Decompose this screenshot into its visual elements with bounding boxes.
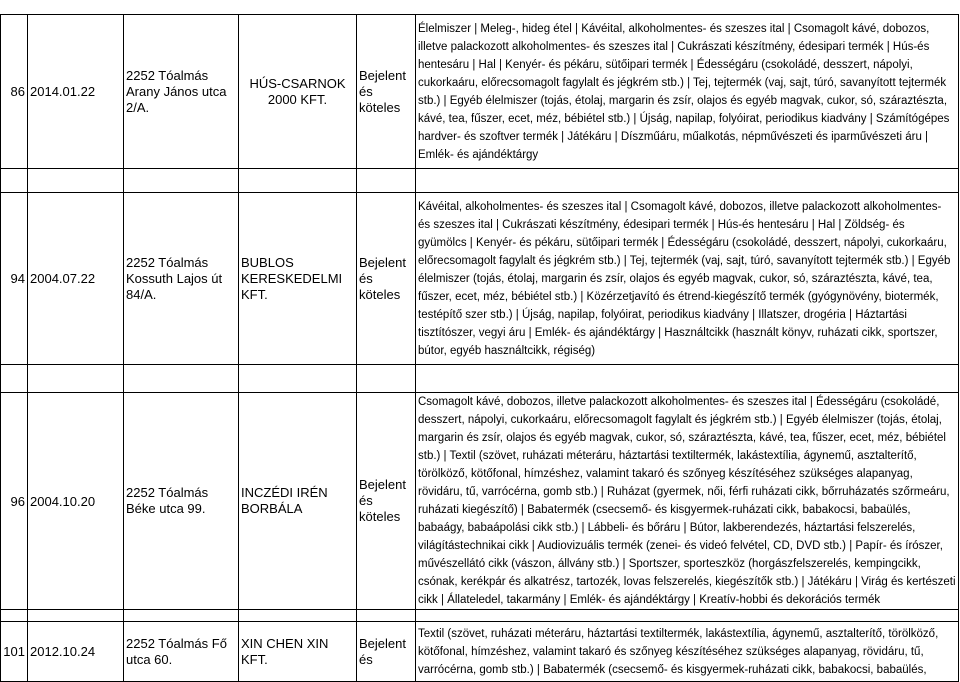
spacer-row: [1, 169, 959, 193]
row-date: 2014.01.22: [28, 15, 124, 169]
row-address: 2252 Tóalmás Béke utca 99.: [124, 393, 239, 610]
spacer-cell: [239, 365, 357, 393]
row-goods: [416, 622, 959, 682]
row-address: 2252 Tóalmás Kossuth Lajos út 84/A.: [124, 193, 239, 365]
row-status: Bejelent és köteles: [357, 393, 416, 610]
goods-text: Csomagolt kávé, dobozos, illetve palackozott alkoholmentes- és szeszes ital | Édességáru (csokoládé, desszert, nápolyi, cukorkaáru, előrecsomagolt fagylalt és jégkrém stb.) | Egyéb élelmiszer (tojás, étolaj, margarin és zsír, olajos és egyéb magvak, cukor, só, száraztészta, kávé, tea, fűszer, ecet, méz, bébiétel stb.) | Textil (szövet, ruházati méteráru, háztartási textiltermék, lakástextília, ágynemű, asztalterítő, törölköző, kötőfonal, hímzéshez, valamint takaró és szőnyeg készítéséhez szükséges alapanyag, rövidáru, tű, varrócérna, gomb stb.) | Ruházat (gyermek, női, férfi ruházati cikk, bőrruházatés szőrmeáru, ruházati kiegészítő) | Babatermék (csecsemő- és kisgyermek-ruházati cikk, babakocsi, babaülés, babaágy, babaápolási cikk stb.) | Lábbeli- és bőráru | Bútor, lakberendezés, háztartási felszerelés, világítástechnikai cikk | Audiovizuális termék (zenei- és videó felvétel, CD, DVD stb.) | Papír- és írószer, művészellátó cikk (vászon, állvány stb.) | Sportszer, sporteszköz (horgászfelszerelés, kempingcikk, csónak, kerékpár és alkatrész, tartozék, lovas felszerelés, kiegészítők stb.) | Játékáru | Virág és kertészeti cikk | Állateledel, takarmány | Emlék- és ajándéktárgy | Kreatív-hobbi és dekorációs termék: [418, 396, 956, 606]
row-status: Bejelent és köteles: [357, 193, 416, 365]
row-date: 2004.10.20: [28, 393, 124, 610]
spacer-cell: [239, 169, 357, 193]
spacer-cell: [28, 365, 124, 393]
row-goods: [416, 193, 959, 365]
spacer-cell: [357, 169, 416, 193]
spacer-cell: [1, 365, 28, 393]
spacer-cell: [357, 610, 416, 622]
row-id: 96: [1, 393, 28, 610]
row-date: 2004.07.22: [28, 193, 124, 365]
row-status: Bejelent és köteles: [357, 15, 416, 169]
row-company-name: XIN CHEN XIN KFT.: [239, 622, 357, 682]
spacer-row: [1, 365, 959, 393]
goods-text: Textil (szövet, ruházati méteráru, háztartási textiltermék, lakástextília, ágynemű, asztalterítő, törölköző, kötőfonal, hímzéshez, valamint takaró és szőnyeg készítéséhez szükséges alapanyag, rövidáru, tű, varrócérna, gomb stb.) | Babatermék (csecsemő- és kisgyermek-ruházati cikk, babakocsi, babaülés,: [418, 627, 939, 676]
row-goods: [416, 393, 959, 610]
table-row: [1, 15, 959, 169]
row-date: 2012.10.24: [28, 622, 124, 682]
spacer-cell: [28, 610, 124, 622]
row-address: 2252 Tóalmás Fő utca 60.: [124, 622, 239, 682]
spacer-cell: [28, 169, 124, 193]
row-id: 94: [1, 193, 28, 365]
row-goods: [416, 15, 959, 169]
row-company-name: HÚS-CSARNOK 2000 KFT.: [239, 15, 357, 169]
row-address: 2252 Tóalmás Arany János utca 2/A.: [124, 15, 239, 169]
spacer-cell: [416, 169, 959, 193]
table-row: [1, 393, 959, 610]
spacer-cell: [416, 610, 959, 622]
spacer-cell: [1, 610, 28, 622]
spacer-cell: [124, 365, 239, 393]
goods-text: Kávéital, alkoholmentes- és szeszes ital | Csomagolt kávé, dobozos, illetve palackozott alkoholmentes- és szeszes ital | Cukrászati készítmény, édesipari termék | Hús-és hentesáru | Hal | Zöldség- és gyümölcs | Kenyér- és pékáru, sütőipari termék | Édességáru (csokoládé, desszert, nápolyi, cukorkaáru, előrecsomagolt fagylalt és jégkrém stb.) | Tej, tejtermék (vaj, sajt, túró, savanyított tejtermék stb.) | Egyéb élelmiszer (tojás, étolaj, margarin és zsír, olajos és egyéb magvak, cukor, só, száraztészta, kávé, tea, fűszer, ecet, méz, bébiétel stb.) | Közérzetjavító és étrend-kiegészítő termék (gyógynövény, biotermék, testépítő szer stb.) | Újság, napilap, folyóirat, periodikus kiadvány | Illatszer, drogéria | Háztartási tisztítószer, vegyi áru | Emlék- és ajándéktárgy | Használtcikk (használt könyv, ruházati cikk, sportszer, bútor, egyéb használtcikk, régiség): [418, 200, 951, 357]
row-id: 86: [1, 15, 28, 169]
table-row: [1, 193, 959, 365]
spacer-cell: [239, 610, 357, 622]
row-status: Bejelent és: [357, 622, 416, 682]
spacer-cell: [1, 169, 28, 193]
spacer-cell: [124, 169, 239, 193]
spacer-row: [1, 610, 959, 622]
trader-register-table: [0, 14, 959, 682]
row-company-name: INCZÉDI IRÉN BORBÁLA: [239, 393, 357, 610]
row-company-name: BUBLOS KERESKEDELMI KFT.: [239, 193, 357, 365]
spacer-cell: [124, 610, 239, 622]
spacer-cell: [357, 365, 416, 393]
row-id: 101: [1, 622, 28, 682]
goods-text: Élelmiszer | Meleg-, hideg étel | Kávéital, alkoholmentes- és szeszes ital | Csomagolt kávé, dobozos, illetve palackozott alkoholmentes- és szeszes ital | Cukrászati készítmény, édesipari termék | Hús-és hentesáru | Hal | Kenyér- és pékáru, sütőipari termék | Édességáru (csokoládé, desszert, nápolyi, cukorkaáru, előrecsomagolt fagylalt és jégkrém stb.) | Tej, tejtermék (vaj, sajt, túró, savanyított tejtermék stb.) | Egyéb élelmiszer (tojás, étolaj, margarin és zsír, olajos és egyéb magvak, cukor, só, száraztészta, kávé, tea, fűszer, ecet, méz, bébiétel stb.) | Újság, napilap, folyóirat, periodikus kiadvány | Számítógépes hardver- és szoftver termék | Játékáru | Díszműáru, műalkotás, népművészeti és iparművészeti áru | Emlék- és ajándéktárgy: [418, 22, 950, 161]
spacer-cell: [416, 365, 959, 393]
table-row: [1, 622, 959, 682]
